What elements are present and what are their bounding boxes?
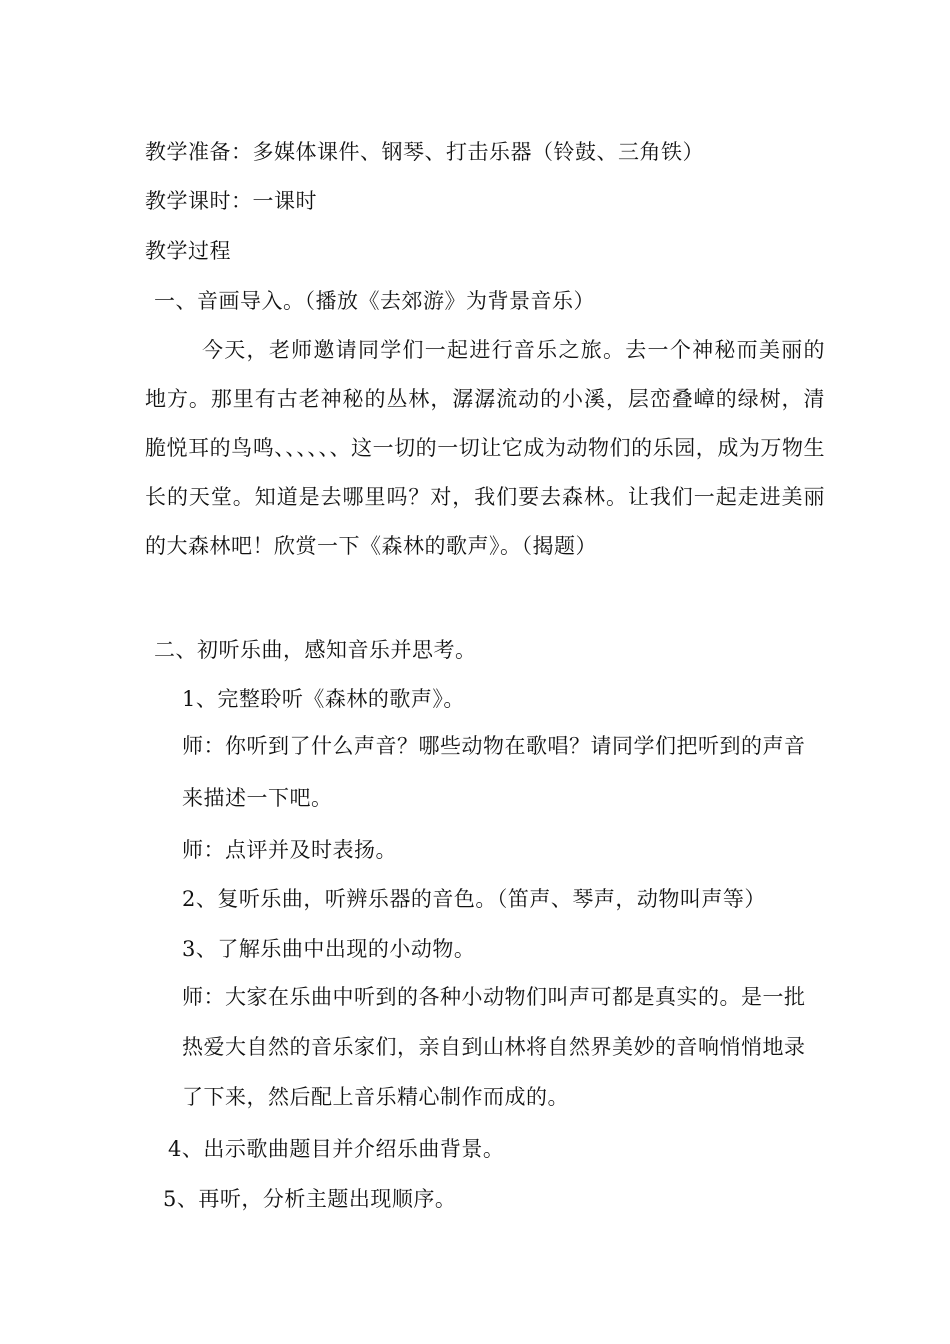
- section-2-title: 二、初听乐曲，感知音乐并思考。: [154, 638, 477, 662]
- item-1-teacher-comment: 师：点评并及时表扬。: [182, 838, 397, 862]
- item-3: 3、了解乐曲中出现的小动物。: [182, 937, 476, 961]
- teaching-preparation: 教学准备：多媒体课件、钢琴、打击乐器（铃鼓、三角铁）: [145, 140, 704, 164]
- item-1: 1、完整聆听《森林的歌声》。: [182, 687, 465, 711]
- item-5: 5、再听，分析主题出现顺序。: [163, 1187, 457, 1211]
- teaching-process-heading: 教学过程: [145, 239, 231, 263]
- section-1-title: 一、音画导入。（播放《去郊游》为背景音乐）: [154, 289, 595, 313]
- section-1-paragraph: 今天，老师邀请同学们一起进行音乐之旅。去一个神秘而美丽的地方。那里有古老神秘的丛林，潺潺流动的小溪，层峦叠嶂的绿树，清脆悦耳的鸟鸣、、、、、、这一切的一切让它成为动物们的乐园，成为万物生长的天堂。知道是去哪里吗？对，我们要去森林。让我们一起走进美丽的大森林吧！欣赏一下《森林的歌声》。（揭题）: [145, 338, 825, 558]
- teaching-hours: 教学课时：一课时: [145, 189, 317, 213]
- item-3-teacher-explanation: 师：大家在乐曲中听到的各种小动物们叫声可都是真实的。是一批热爱大自然的音乐家们，亲自到山林将自然界美妙的音响悄悄地录了下来，然后配上音乐精心制作而成的。: [182, 985, 806, 1109]
- item-2: 2、复听乐曲，听辨乐器的音色。（笛声、琴声，动物叫声等）: [182, 887, 766, 911]
- item-1-teacher-question: 师：你听到了什么声音？哪些动物在歌唱？请同学们把听到的声音来描述一下吧。: [182, 734, 806, 810]
- item-4: 4、出示歌曲题目并介绍乐曲背景。: [168, 1137, 505, 1161]
